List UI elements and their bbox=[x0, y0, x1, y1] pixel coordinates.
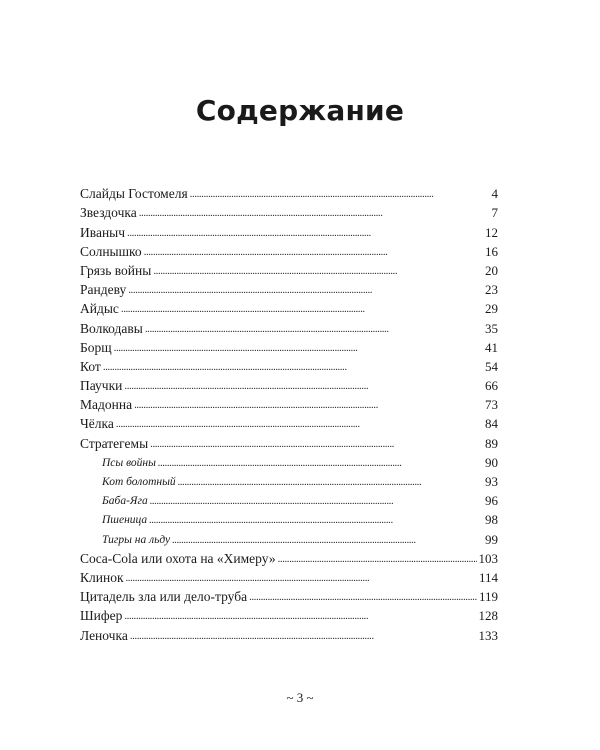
toc-entry[interactable] bbox=[80, 375, 498, 394]
dot-leader bbox=[178, 474, 478, 490]
toc-entry-page: 128 bbox=[478, 608, 498, 624]
toc-entry-page: 66 bbox=[485, 378, 498, 394]
toc-entry-title: Солнышко bbox=[80, 243, 142, 259]
page-title: Содержание bbox=[195, 94, 405, 127]
toc-subentry[interactable] bbox=[80, 452, 498, 471]
dot-leader bbox=[172, 532, 478, 548]
toc-entry-title: Кот болотный bbox=[102, 476, 176, 488]
toc-entry-page: 98 bbox=[485, 512, 498, 528]
toc-entry-page: 133 bbox=[478, 627, 498, 643]
toc-entry[interactable] bbox=[80, 183, 498, 202]
toc-entry[interactable] bbox=[80, 317, 498, 336]
toc-subentry[interactable] bbox=[80, 528, 498, 547]
toc-entry[interactable] bbox=[80, 241, 498, 260]
dot-leader bbox=[114, 340, 478, 356]
dot-leader bbox=[121, 301, 478, 317]
toc-entry-page: 54 bbox=[485, 358, 498, 374]
dot-leader bbox=[153, 263, 478, 279]
toc-subentry[interactable] bbox=[80, 471, 498, 490]
toc-entry-title: Звездочка bbox=[80, 205, 137, 221]
toc-entry-title: Иваныч bbox=[80, 224, 126, 240]
dot-leader bbox=[278, 551, 477, 567]
toc-entry-title: Борщ bbox=[80, 339, 112, 355]
dot-leader bbox=[139, 205, 478, 221]
dot-leader bbox=[130, 628, 477, 644]
dot-leader bbox=[134, 397, 478, 413]
toc-entry-page: 4 bbox=[491, 186, 498, 202]
toc-entry-page: 12 bbox=[485, 224, 498, 240]
toc-entry[interactable] bbox=[80, 624, 498, 643]
dot-leader bbox=[145, 321, 478, 337]
toc-entry-title: Мадонна bbox=[80, 397, 133, 413]
toc-entry-title: Клинок bbox=[80, 569, 124, 585]
toc-entry[interactable] bbox=[80, 221, 498, 240]
dot-leader bbox=[249, 589, 477, 605]
toc-entry-page: 99 bbox=[485, 531, 498, 547]
toc-entry[interactable] bbox=[80, 394, 498, 413]
toc-entry-page: 20 bbox=[485, 262, 498, 278]
toc-entry[interactable] bbox=[80, 548, 498, 567]
toc-entry-title: Стратегемы bbox=[80, 435, 149, 451]
toc-entry-title: Баба-Яга bbox=[102, 495, 148, 508]
toc-entry-page: 35 bbox=[485, 320, 498, 336]
toc-entry-title: Псы войны bbox=[102, 456, 156, 469]
toc-entry-page: 16 bbox=[485, 243, 498, 259]
toc-entry[interactable] bbox=[80, 567, 498, 586]
toc-entry-page: 7 bbox=[491, 205, 498, 221]
dot-leader bbox=[128, 282, 478, 298]
toc-entry[interactable] bbox=[80, 413, 498, 432]
toc-entry-title: Цитадель зла или дело-труба bbox=[80, 589, 248, 605]
toc-entry-title: Чёлка bbox=[80, 416, 114, 432]
toc-entry-page: 73 bbox=[485, 397, 498, 413]
toc-entry[interactable] bbox=[80, 586, 498, 605]
toc-entry-page: 93 bbox=[485, 474, 498, 489]
toc-entry[interactable] bbox=[80, 605, 498, 624]
dot-leader bbox=[150, 493, 478, 509]
toc-entry-page: 119 bbox=[478, 589, 498, 605]
toc-entry-page: 23 bbox=[485, 282, 498, 298]
dot-leader bbox=[126, 570, 477, 586]
toc-entry-title: Айдыс bbox=[80, 301, 119, 317]
toc-entry[interactable] bbox=[80, 260, 498, 279]
table-of-contents bbox=[80, 183, 498, 644]
dot-leader bbox=[103, 359, 478, 375]
dot-leader bbox=[149, 512, 478, 528]
toc-entry-page: 114 bbox=[478, 569, 498, 585]
toc-entry[interactable] bbox=[80, 279, 498, 298]
toc-entry-page: 90 bbox=[485, 454, 498, 470]
toc-entry-title: Рандеву bbox=[80, 282, 127, 298]
dot-leader bbox=[124, 378, 478, 394]
dot-leader bbox=[144, 244, 478, 260]
dot-leader bbox=[124, 608, 476, 624]
toc-subentry[interactable] bbox=[80, 509, 498, 528]
toc-entry-page: 103 bbox=[478, 550, 498, 566]
toc-entry-page: 96 bbox=[485, 493, 498, 509]
toc-entry[interactable] bbox=[80, 202, 498, 221]
toc-entry-title: Паучки bbox=[80, 378, 123, 394]
toc-entry-title: Слайды Гостомеля bbox=[80, 186, 188, 202]
toc-entry-page: 41 bbox=[485, 339, 498, 355]
dot-leader bbox=[150, 436, 478, 452]
toc-entry-page: 89 bbox=[485, 435, 498, 451]
toc-entry-title: Шифер bbox=[80, 608, 123, 624]
toc-entry[interactable] bbox=[80, 337, 498, 356]
toc-entry-title: Волкодавы bbox=[80, 320, 143, 336]
toc-entry-page: 84 bbox=[485, 416, 498, 432]
toc-entry[interactable] bbox=[80, 298, 498, 317]
dot-leader bbox=[116, 416, 478, 432]
toc-entry-title: Тигры на льду bbox=[102, 533, 171, 546]
toc-entry-title: Леночка bbox=[80, 627, 128, 643]
toc-entry[interactable] bbox=[80, 432, 498, 451]
page-number: ~ 3 ~ bbox=[286, 690, 314, 705]
toc-entry[interactable] bbox=[80, 356, 498, 375]
toc-entry-title: Пшеница bbox=[102, 514, 148, 527]
toc-subentry[interactable] bbox=[80, 490, 498, 509]
dot-leader bbox=[158, 455, 478, 471]
dot-leader bbox=[190, 186, 478, 202]
toc-entry-title: Coca-Cola или охота на «Химеру» bbox=[80, 550, 276, 566]
dot-leader bbox=[127, 225, 478, 241]
toc-entry-title: Кот bbox=[80, 358, 101, 374]
toc-entry-title: Грязь войны bbox=[80, 262, 152, 278]
toc-entry-page: 29 bbox=[485, 301, 498, 317]
